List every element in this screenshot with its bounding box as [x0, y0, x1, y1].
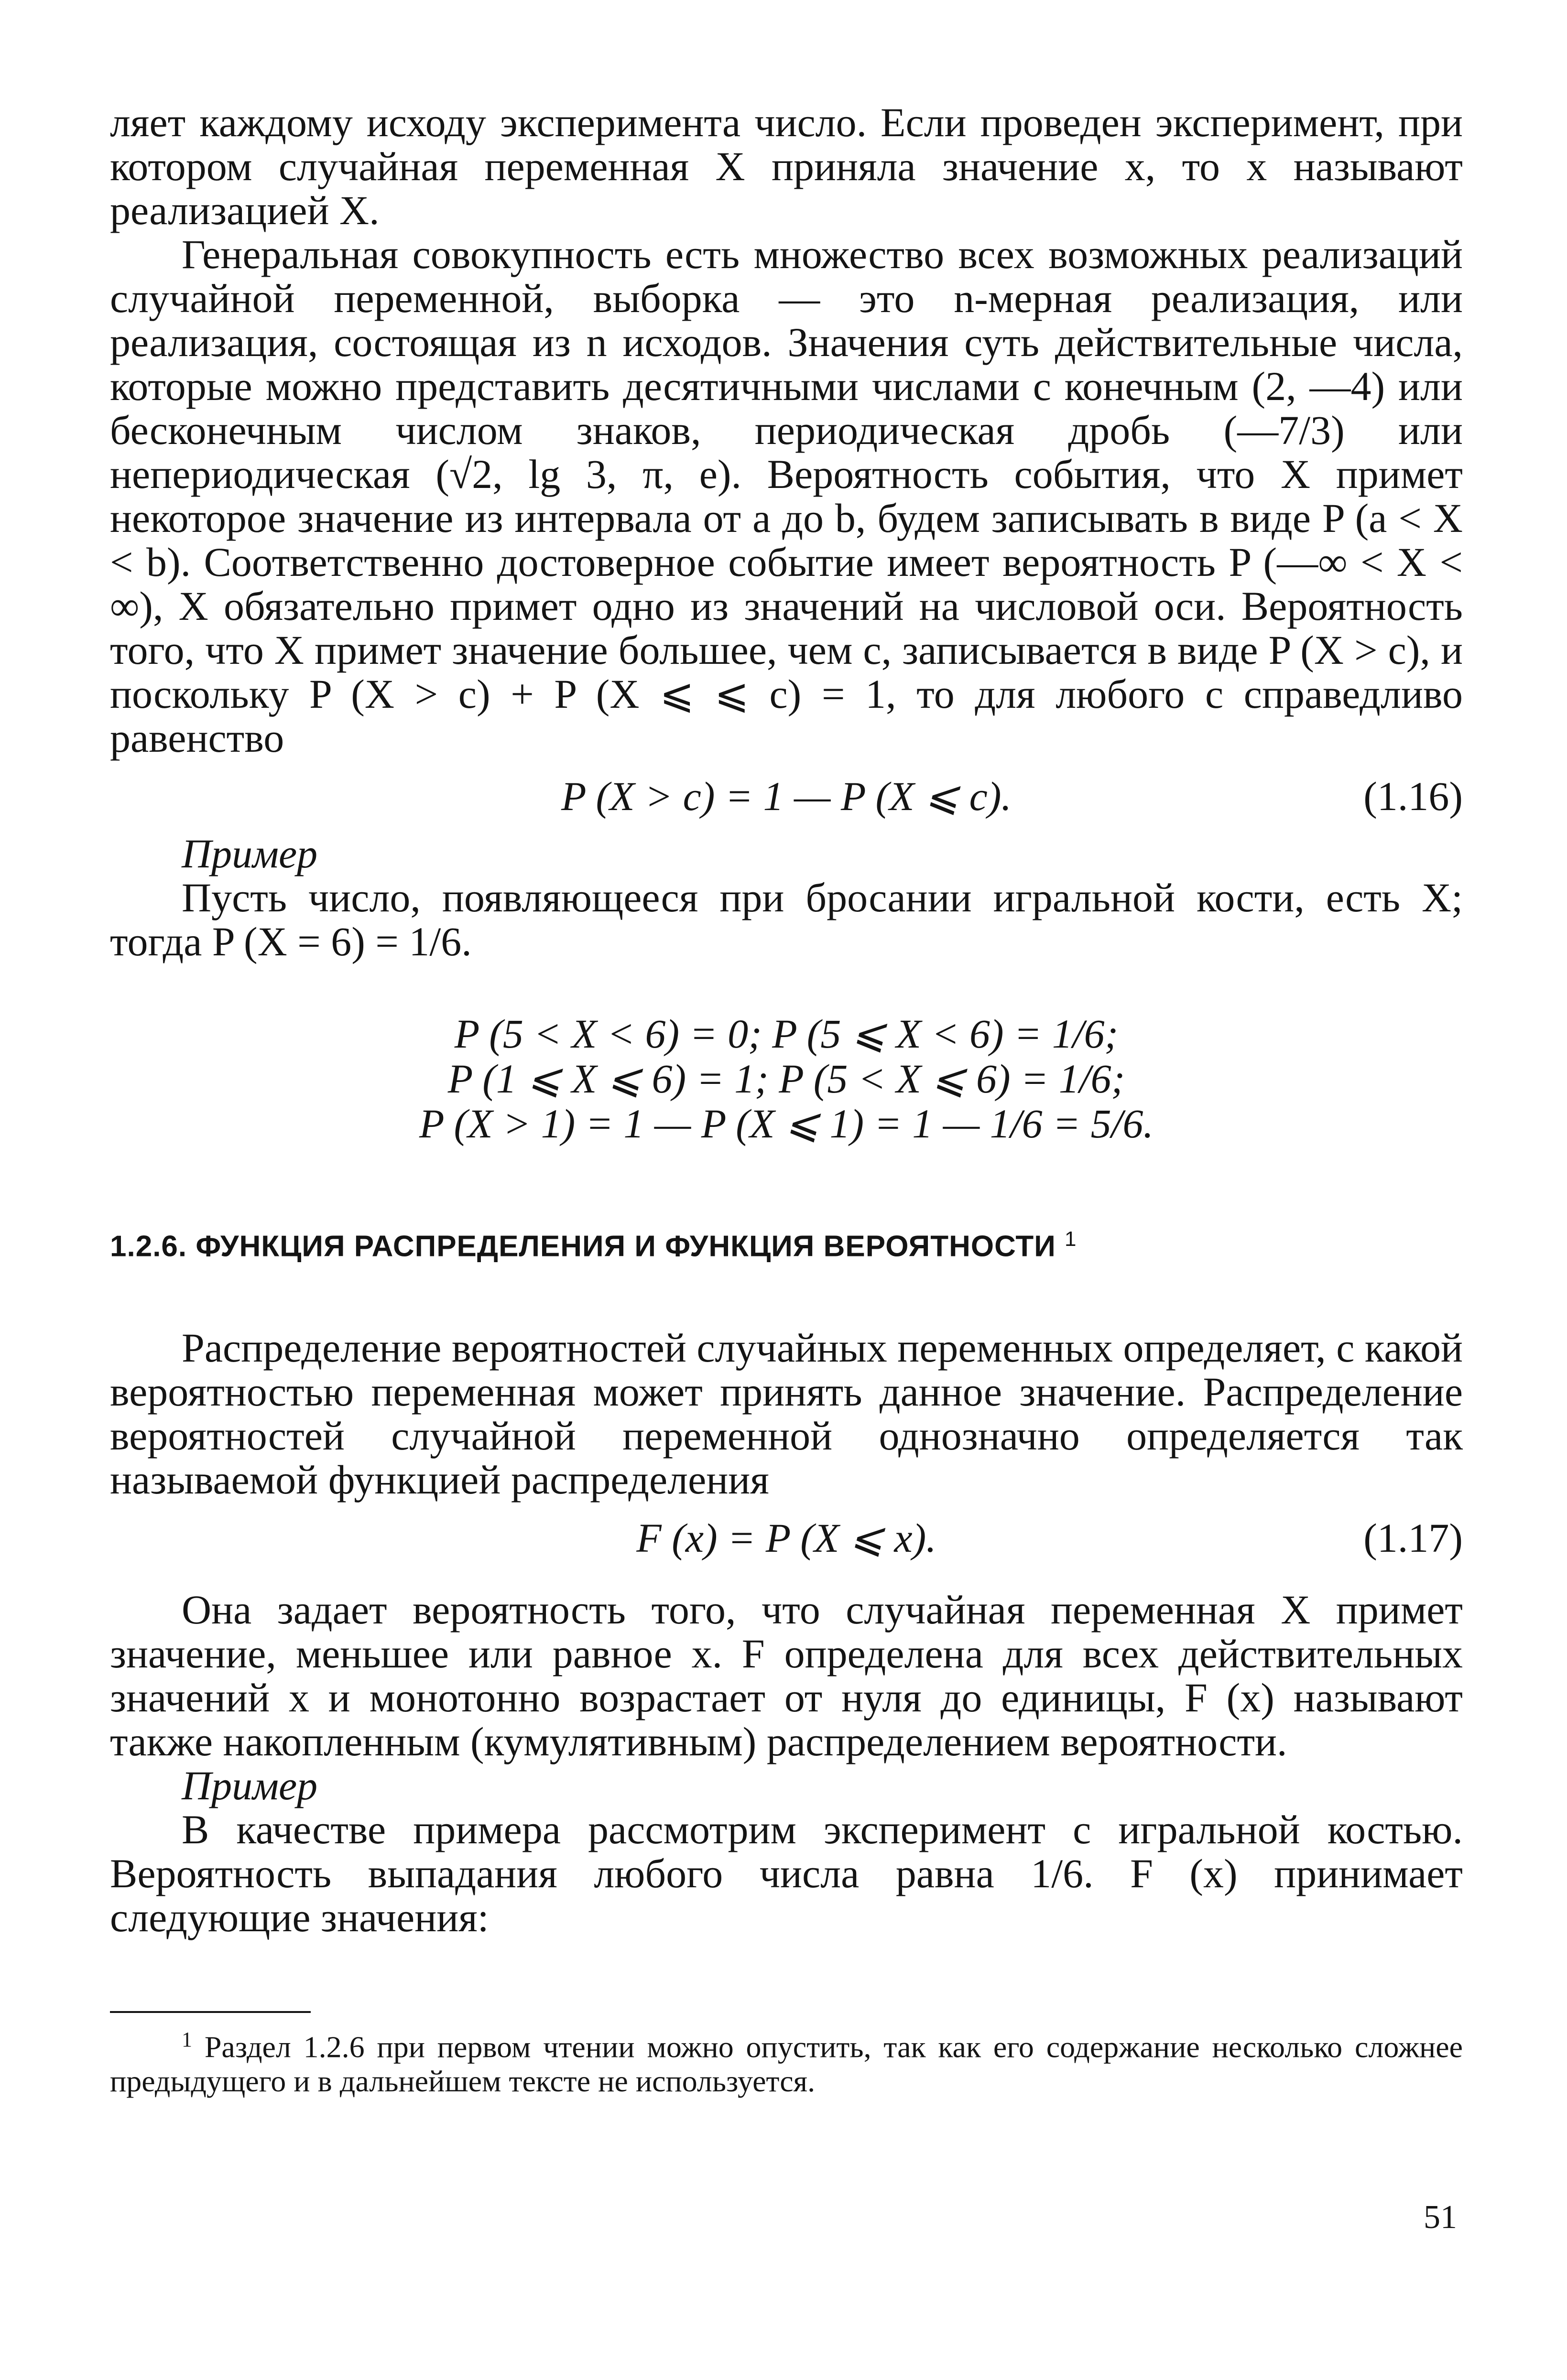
- example-equation: P (1 ⩽ X ⩽ 6) = 1; P (5 < X ⩽ 6) = 1/6;: [447, 1056, 1125, 1102]
- equation-formula: P (X > c) = 1 — P (X ⩽ c).: [561, 773, 1012, 819]
- footnote-divider: [110, 2011, 311, 2013]
- example-2-text: В качестве примера рассмотрим эксперимент с игральной костью. Вероятность выпадания любого числа равна 1/6. F (x) принимает следующие значения:: [110, 1806, 1463, 1940]
- footnote-mark: 1: [182, 2027, 192, 2051]
- section-heading-text: 1.2.6. ФУНКЦИЯ РАСПРЕДЕЛЕНИЯ И ФУНКЦИЯ ВЕРОЯТНОСТИ: [110, 1230, 1056, 1263]
- paragraph-3: Распределение вероятностей случайных переменных определяет, с какой вероятностью переменная может принять данное значение. Распределение вероятностей случайной переменной однозначно определяется так называемой функцией распределения: [110, 1324, 1463, 1503]
- equation-number: (1.16): [1363, 773, 1463, 819]
- example-equation: P (5 < X < 6) = 0; P (5 ⩽ X < 6) = 1/6;: [454, 1011, 1119, 1057]
- equation-number: (1.17): [1363, 1515, 1463, 1561]
- paragraph-1: ляет каждому исходу эксперимента число. Если проведен эксперимент, при котором случайная переменная X приняла значение x, то x называют реализацией X.: [110, 99, 1463, 233]
- paragraph-2: Генеральная совокупность есть множество всех возможных реализаций случайной переменной, выборка — это n-мерная реализация, или реализация, состоящая из n исходов. Значения суть действительные числа, которые можно представить десятичными числами с конечным (2, —4) или бесконечным числом знаков, периодическая дробь (—7/3) или непериодическая (√2, lg 3, π, e). Вероятность события, что X примет некоторое значение из интервала от a до b, будем записывать в виде P (a < X < b). Соответственно достоверное событие имеет вероятность P (—∞ < X < ∞), X обязательно примет одно из значений на числовой оси. Вероятность того, что X примет значение большее, чем c, записывается в виде P (X > c), и поскольку P (X > c) + P (X ⩽ ⩽ c) = 1, то для любого c справедливо равенство: [110, 231, 1463, 761]
- example-1-equations: [110, 1011, 1463, 1146]
- example-label: Пример: [182, 1762, 318, 1808]
- equation-formula: F (x) = P (X ⩽ x).: [636, 1515, 936, 1561]
- page-content: [110, 100, 1463, 2099]
- example-label: Пример: [182, 831, 318, 876]
- example-equation: P (X > 1) = 1 — P (X ⩽ 1) = 1 — 1/6 = 5/6.: [419, 1101, 1153, 1147]
- page-number: 51: [1424, 2199, 1457, 2236]
- equation-1-16: [110, 774, 1463, 832]
- footnote-text: Раздел 1.2.6 при первом чтении можно опустить, так как его содержание несколько сложнее предыдущего и в дальнейшем тексте не используется.: [110, 2029, 1463, 2098]
- equation-1-17: [110, 1516, 1463, 1573]
- section-heading: [110, 1227, 1463, 1264]
- footnote-reference: 1: [1065, 1227, 1077, 1251]
- example-1-text: Пусть число, появляющееся при бросании игральной кости, есть X; тогда P (X = 6) = 1/6.: [110, 875, 1463, 964]
- paragraph-4: Она задает вероятность того, что случайная переменная X примет значение, меньшее или равное x. F определена для всех действительных значений x и монотонно возрастает от нуля до единицы, F (x) называют также накопленным (кумулятивным) распределением вероятности.: [110, 1586, 1463, 1764]
- footnote: [110, 2023, 1463, 2099]
